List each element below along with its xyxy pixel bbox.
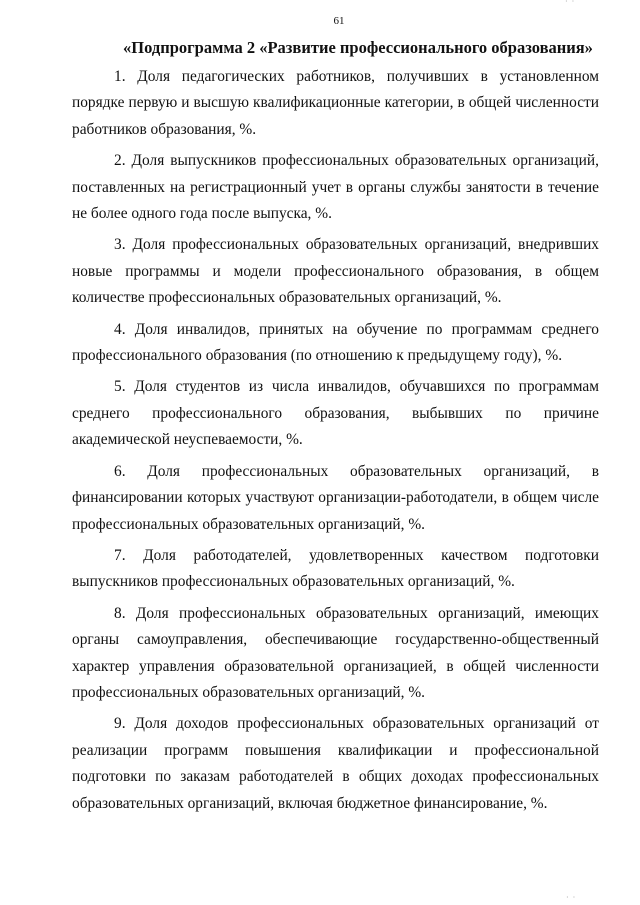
indicator-item-7: 7. Доля работодателей, удовлетворенных качеством подготовки выпускников профессиональных образовательных организаций, %. <box>72 546 599 591</box>
indicator-item-2: 2. Доля выпускников профессиональных образовательных организаций, поставленных на регистрационный учет в органы службы занятости в течение не более одного года после выпуска, %. <box>72 152 599 223</box>
page-title: «Подпрограмма 2 «Развитие профессионального образования» <box>123 38 593 57</box>
indicator-item-6: 6. Доля профессиональных образовательных организаций, в финансировании которых участвуют организации-работодатели, в общем числе профессиональных образовательных организаций, %. <box>72 462 599 533</box>
indicator-item-5: 5. Доля студентов из числа инвалидов, обучавшихся по программам среднего профессионального образования, выбывших по причине академической неуспеваемости, %. <box>72 378 599 449</box>
indicator-item-9: 9. Доля доходов профессиональных образовательных организаций от реализации программ повышения квалификации и профессиональной подготовки по заказам работодателей в общих доходах профессиональных образовательных организаций, включая бюджетное финансирование, %. <box>72 715 599 812</box>
indicator-item-8: 8. Доля профессиональных образовательных организаций, имеющих органы самоуправления, обеспечивающие государственно-общественный характер управления образовательной организацией, в общей численности профессиональных образовательных организаций, %. <box>72 604 599 701</box>
scan-artifact-bottom: · · <box>566 893 577 902</box>
page-number: 61 <box>333 15 345 27</box>
indicator-item-4: 4. Доля инвалидов, принятых на обучение по программам среднего профессионального образования (по отношению к предыдущему году), %. <box>72 320 599 365</box>
indicator-item-1: 1. Доля педагогических работников, получивших в установленном порядке первую и высшую квалификационные категории, в общей численности работников образования, %. <box>72 68 599 138</box>
scan-artifact-top: · · <box>565 0 576 6</box>
indicator-item-3: 3. Доля профессиональных образовательных организаций, внедривших новые программы и модели профессионального образования, в общем количестве профессиональных образовательных организаций, %. <box>72 236 599 307</box>
indicator-list <box>72 64 599 822</box>
